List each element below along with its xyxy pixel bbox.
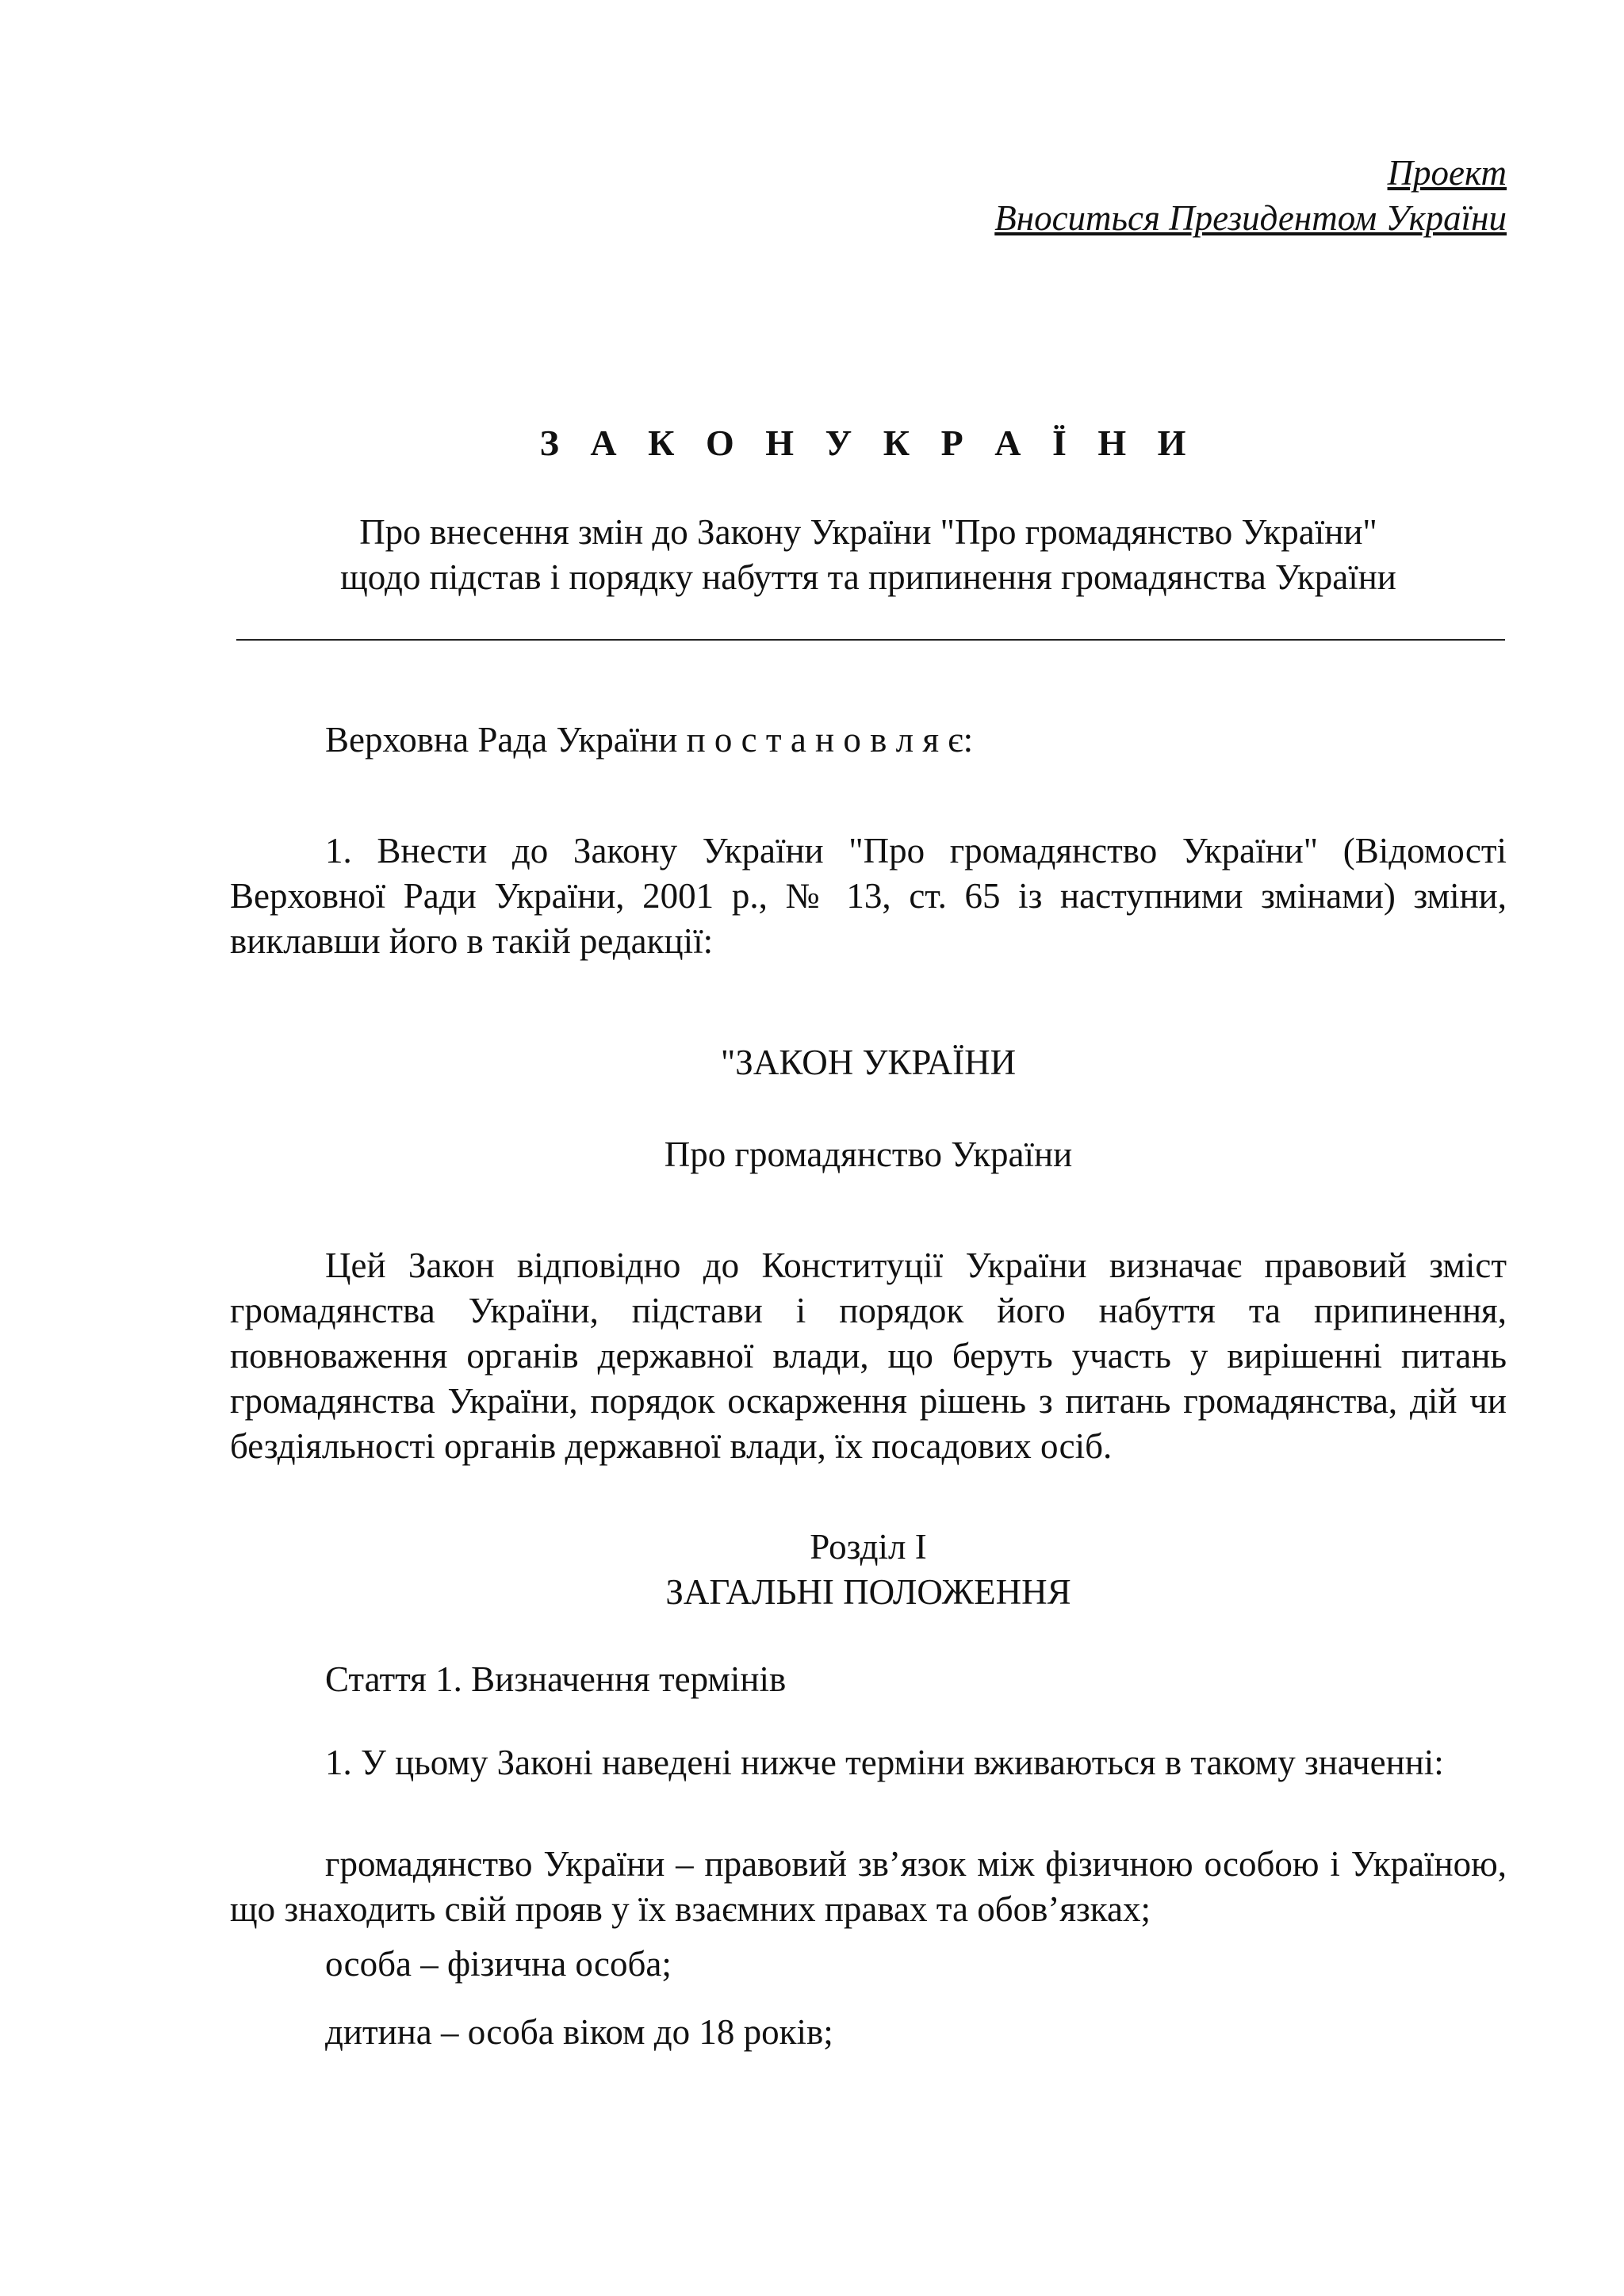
section-heading xyxy=(230,1525,1507,1615)
law-subtitle xyxy=(230,510,1507,600)
project-label: Проект xyxy=(1387,153,1507,193)
section-name: ЗАГАЛЬНІ ПОЛОЖЕННЯ xyxy=(665,1572,1071,1612)
quoted-law-title: Про громадянство України xyxy=(664,1135,1073,1174)
term-citizenship: громадянство України – правовий зв’язок між фізичною особою і Україною, що знаходить свій прояв у їх взаємних правах та обов’язках; xyxy=(230,1844,1507,1929)
term-child: дитина – особа віком до 18 років; xyxy=(325,2012,833,2052)
subtitle-line-1: Про внесення змін до Закону України "Про громадянство України" xyxy=(359,512,1377,552)
article-1-intro: 1. У цьому Законі наведені нижче терміни вживаються в такому значенні: xyxy=(325,1743,1444,1782)
quoted-law-heading: "ЗАКОН УКРАЇНИ xyxy=(720,1043,1017,1082)
title-divider xyxy=(236,639,1505,641)
decree-line: Верховна Рада України п о с т а н о в л я є: xyxy=(325,720,974,760)
header-project xyxy=(230,151,1507,241)
section-number: Розділ І xyxy=(810,1527,927,1567)
law-title: З А К О Н У К Р А Ї Н И xyxy=(539,423,1197,463)
article-1-heading: Стаття 1. Визначення термінів xyxy=(325,1659,787,1699)
term-person: особа – фізична особа; xyxy=(325,1944,672,1984)
preamble-paragraph: Цей Закон відповідно до Конституції України визначає правовий зміст громадянства України, підстави і порядок його набуття та припинення, повноваження органів державної влади, що беруть участь у вирішенні питань громадянства України, порядок оскарження рішень з питань громадянства, дій чи бездіяльності органів державної влади, їх посадових осіб. xyxy=(230,1246,1507,1466)
introduced-by-label: Вноситься Президентом України xyxy=(994,198,1507,238)
subtitle-line-2: щодо підстав і порядку набуття та припинення громадянства України xyxy=(340,557,1396,597)
item-1-paragraph: 1. Внести до Закону України "Про громадянство України" (Відомості Верховної Ради України, 2001 р., № 13, ст. 65 із наступними змінами) зміни, виклавши його в такій редакції: xyxy=(230,831,1507,961)
